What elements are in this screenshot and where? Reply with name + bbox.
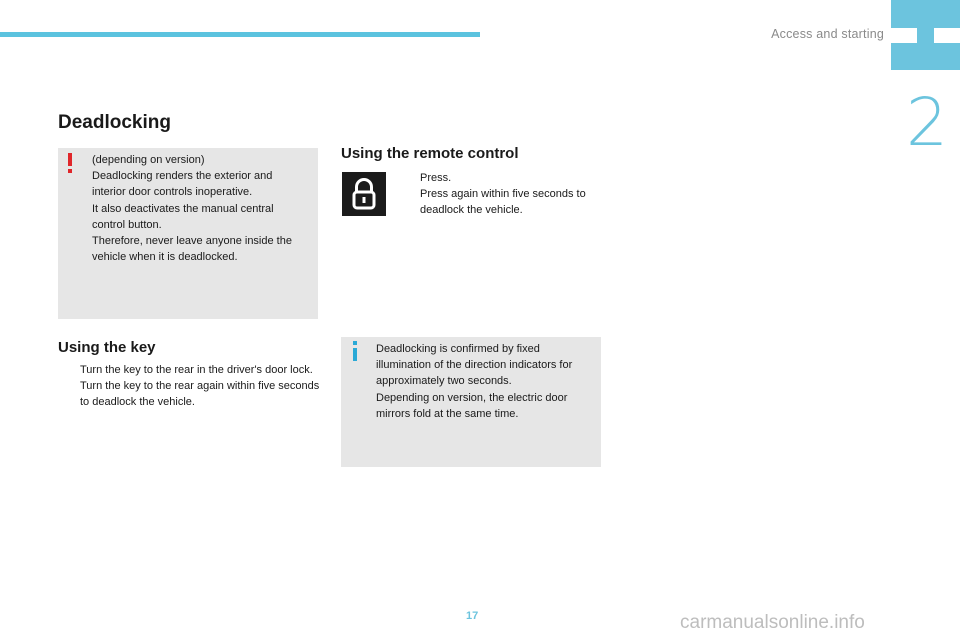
key-section-title: Using the key (58, 339, 156, 356)
page-number: 17 (466, 610, 479, 622)
remote-section-title: Using the remote control (341, 145, 519, 162)
watermark: carmanualsonline.info (680, 612, 865, 633)
key-steps (60, 362, 320, 411)
chapter-number: 2 (906, 84, 948, 161)
list-item: Press again within five seconds to deadlock the vehicle. (420, 188, 586, 217)
list-item: Turn the key to the rear again within five seconds to deadlock the vehicle. (80, 380, 320, 409)
chapter-tab-icon (891, 0, 960, 70)
warning-line: It also deactivates the manual central control button. (92, 202, 274, 231)
warning-line: Deadlocking renders the exterior and interior door controls inoperative. (92, 170, 273, 199)
info-icon (348, 340, 362, 362)
top-rule (0, 32, 480, 37)
section-header: Access and starting (771, 27, 884, 41)
warning-text (92, 152, 307, 265)
exclamation-icon (63, 152, 77, 174)
info-line: Deadlocking is confirmed by fixed illumination of the direction indicators for approximately two seconds. (376, 343, 573, 388)
remote-steps (400, 170, 605, 219)
padlock-icon (342, 172, 386, 216)
page-title: Deadlocking (58, 112, 171, 133)
info-line: Depending on version, the electric door mirrors fold at the same time. (376, 391, 568, 420)
list-item: Turn the key to the rear in the driver's door lock. (80, 364, 313, 376)
warning-line: Therefore, never leave anyone inside the vehicle when it is deadlocked. (92, 235, 292, 264)
info-text (376, 341, 596, 422)
list-item: Press. (420, 172, 452, 184)
warning-line: (depending on version) (92, 154, 205, 166)
